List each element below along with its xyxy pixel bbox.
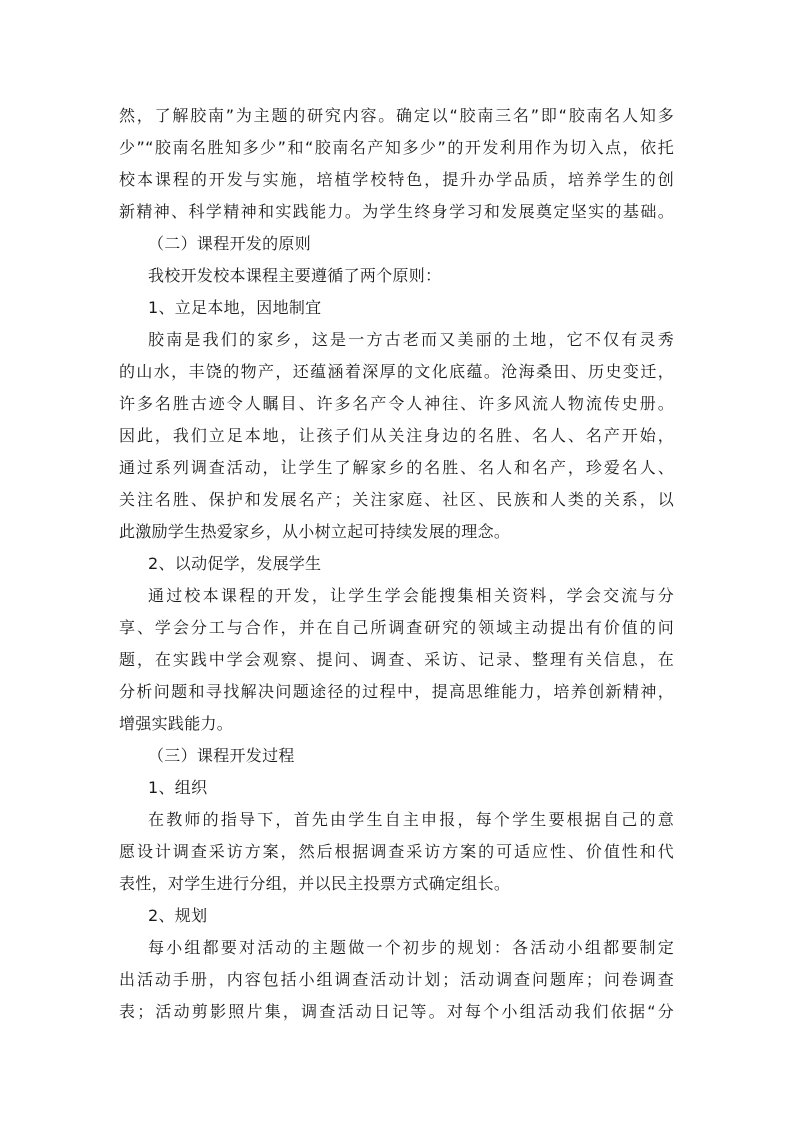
text-line: 1、组织 xyxy=(148,778,208,797)
text-line: 然，了解胶南”为主题的研究内容。确定以“胶南三名”即“胶南名人知多 xyxy=(119,106,674,125)
text-line: 分析问题和寻找解决问题途径的过程中，提高思维能力，培养创新精神， xyxy=(119,682,674,701)
text-line: 出活动手册，内容包括小组调查活动计划；活动调查问题库；问卷调查 xyxy=(119,970,674,989)
text-line: 增强实践能力。 xyxy=(119,714,234,733)
text-line: 每小组都要对活动的主题做一个初步的规划：各活动小组都要制定 xyxy=(148,938,674,957)
text-line: 胶南是我们的家乡，这是一方古老而又美丽的土地，它不仅有灵秀 xyxy=(148,330,674,349)
text-line: 校本课程的开发与实施，培植学校特色，提升办学品质，培养学生的创 xyxy=(119,170,674,189)
text-line: 1、立足本地，因地制宜 xyxy=(148,298,322,317)
text-line: 在教师的指导下，首先由学生自主申报，每个学生要根据自己的意 xyxy=(148,810,674,829)
text-line: 因此，我们立足本地，让孩子们从关注身边的名胜、名人、名产开始， xyxy=(119,426,674,445)
text-line: （二）课程开发的原则 xyxy=(148,234,312,253)
text-line: 表性，对学生进行分组，并以民主投票方式确定组长。 xyxy=(119,874,511,893)
text-line: 此激励学生热爱家乡，从小树立起可持续发展的理念。 xyxy=(119,522,511,541)
text-line: 享、学会分工与合作，并在自己所调查研究的领域主动提出有价值的问 xyxy=(119,618,674,637)
text-line: 少”“胶南名胜知多少”和“胶南名产知多少”的开发利用作为切入点，依托 xyxy=(119,138,674,157)
text-line: 关注名胜、保护和发展名产；关注家庭、社区、民族和人类的关系，以 xyxy=(119,490,674,509)
text-line: 题，在实践中学会观察、提问、调查、采访、记录、整理有关信息，在 xyxy=(119,650,674,669)
text-line: 通过校本课程的开发，让学生学会能搜集相关资料，学会交流与分 xyxy=(148,586,674,605)
text-line: （三）课程开发过程 xyxy=(148,746,295,765)
document-body xyxy=(119,100,674,1028)
text-line: 2、规划 xyxy=(148,906,208,925)
text-line: 通过系列调查活动，让学生了解家乡的名胜、名人和名产，珍爱名人、 xyxy=(119,458,674,477)
text-line: 的山水，丰饶的物产，还蕴涵着深厚的文化底蕴。沧海桑田、历史变迁， xyxy=(119,362,674,381)
text-line: 新精神、科学精神和实践能力。为学生终身学习和发展奠定坚实的基础。 xyxy=(119,202,674,221)
text-line: 许多名胜古迹令人瞩目、许多名产令人神往、许多风流人物流传史册。 xyxy=(119,394,674,413)
text-line: 愿设计调查采访方案，然后根据调查采访方案的可适应性、价值性和代 xyxy=(119,842,674,861)
text-line: 表；活动剪影照片集，调查活动日记等。对每个小组活动我们依据“分 xyxy=(119,1002,674,1021)
text-line: 2、以动促学，发展学生 xyxy=(148,554,322,573)
text-line: 我校开发校本课程主要遵循了两个原则： xyxy=(148,266,442,285)
